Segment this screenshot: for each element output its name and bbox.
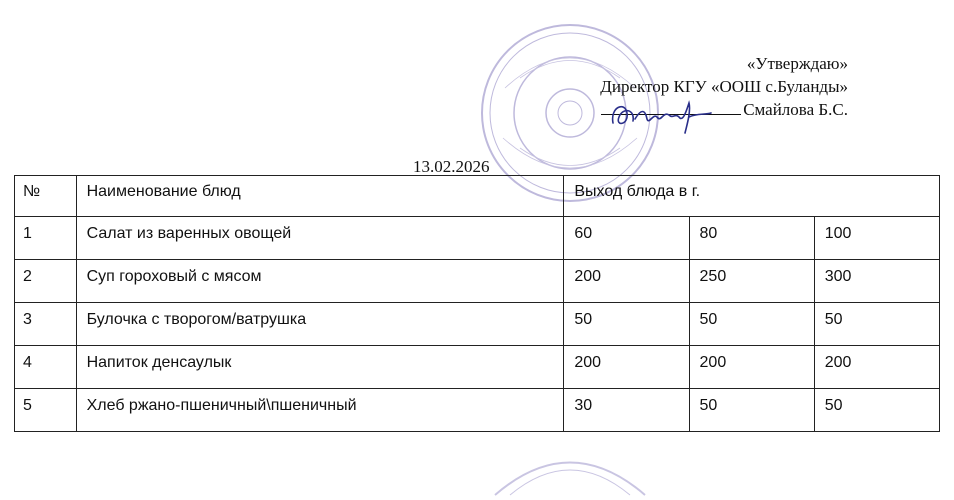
table-row	[15, 346, 940, 389]
row-weight-1: 50	[564, 303, 689, 346]
row-number: 3	[15, 303, 77, 346]
row-weight-2: 50	[689, 303, 814, 346]
row-weight-1: 30	[564, 389, 689, 432]
handwritten-signature-icon	[605, 95, 715, 135]
row-weight-3: 100	[814, 217, 939, 260]
row-dish-name: Салат из варенных овощей	[76, 217, 564, 260]
header-portion-weight: Выход блюда в г.	[564, 176, 940, 217]
row-weight-3: 200	[814, 346, 939, 389]
signatory-name: Смайлова Б.С.	[743, 100, 848, 119]
row-weight-2: 80	[689, 217, 814, 260]
row-weight-3: 50	[814, 389, 939, 432]
row-weight-3: 50	[814, 303, 939, 346]
row-weight-2: 200	[689, 346, 814, 389]
table-row	[15, 260, 940, 303]
row-weight-1: 200	[564, 346, 689, 389]
table-row	[15, 389, 940, 432]
table-row	[15, 303, 940, 346]
row-number: 4	[15, 346, 77, 389]
partial-stamp-seal-icon	[490, 440, 650, 500]
row-weight-1: 60	[564, 217, 689, 260]
table-row	[15, 217, 940, 260]
row-weight-3: 300	[814, 260, 939, 303]
approval-title: «Утверждаю»	[746, 54, 848, 73]
approval-position: Директор КГУ «ООШ с.Буланды»	[600, 77, 848, 96]
row-dish-name: Хлеб ржано-пшеничный\пшеничный	[76, 389, 564, 432]
row-dish-name: Напиток денсаулык	[76, 346, 564, 389]
table-header-row	[15, 176, 940, 217]
row-weight-2: 250	[689, 260, 814, 303]
menu-table	[14, 175, 940, 432]
row-weight-1: 200	[564, 260, 689, 303]
row-number: 5	[15, 389, 77, 432]
row-weight-2: 50	[689, 389, 814, 432]
row-number: 1	[15, 217, 77, 260]
document-date: 13.02.2026	[413, 157, 490, 176]
header-number: №	[15, 176, 77, 217]
header-dish-name: Наименование блюд	[76, 176, 564, 217]
row-dish-name: Суп гороховый с мясом	[76, 260, 564, 303]
row-dish-name: Булочка с творогом/ватрушка	[76, 303, 564, 346]
row-number: 2	[15, 260, 77, 303]
